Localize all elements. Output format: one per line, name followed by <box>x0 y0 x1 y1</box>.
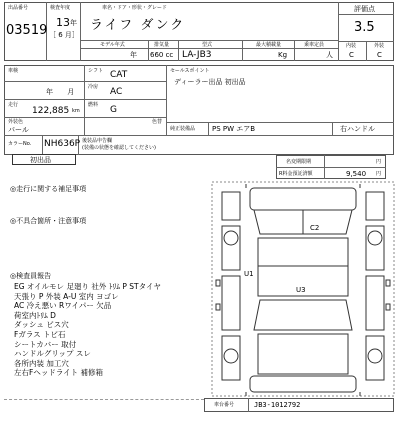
damage-label-u3: U3 <box>296 286 306 294</box>
reg-year-unit: 年 <box>70 19 77 27</box>
selling-points-label: セールスポイント <box>170 68 210 74</box>
auction-sheet <box>2 2 397 422</box>
capacity-unit: 人 <box>326 51 333 59</box>
note-line: 荷室内ﾄﾘﾑ D <box>14 310 56 320</box>
capacity-label: 乗車定員 <box>304 42 325 48</box>
color-code-label: カラーNo. <box>8 141 32 147</box>
displacement-value: 660 cc <box>150 51 174 59</box>
run-notes-title: ◎走行に関する補足事項 <box>10 185 87 193</box>
fuel-value: G <box>110 105 117 115</box>
recycle-label: R料金預託済額 <box>279 171 313 177</box>
note-line: シートカバー 取付 <box>14 339 77 349</box>
note-line: 各所内装 加工穴 <box>14 358 69 368</box>
note-line: EG オイルモレ 足廻り 社外 ﾄﾘﾑ P STタイヤ <box>14 282 161 291</box>
recycle-value: 9,540 <box>346 170 367 178</box>
equipment-value: PS PW エアB <box>212 125 256 133</box>
mileage-label: 走行 <box>8 102 19 108</box>
note-line: AC 冷え悪い Rワイパー 欠品 <box>14 301 112 311</box>
damage-label-c2: C2 <box>310 224 320 232</box>
ac-label: 冷房 <box>88 84 99 90</box>
period-label: 名変期限期 <box>286 159 312 165</box>
note-line: ハンドルグリップ スレ <box>14 349 91 359</box>
reg-year-label: 検査年度 <box>50 5 71 11</box>
first-listing-text: 初出品 <box>30 156 51 164</box>
exterior-label: 外装 <box>374 43 385 49</box>
interior-score: C <box>349 51 354 59</box>
chassis-value: JB3-1012792 <box>254 401 301 409</box>
displacement-label: 排気量 <box>154 42 170 48</box>
car-name-label: 車名・ドア・形状・グレード <box>102 5 167 11</box>
model-year-label: モデル年式 <box>100 42 125 48</box>
note-line: 左右Fヘッドライト 補修箱 <box>14 368 103 378</box>
selling-points-value: ディーラー出品 初出品 <box>174 78 246 86</box>
damage-label-u1: U1 <box>244 270 254 278</box>
accessories-label: 後装品申告欄 <box>82 138 113 144</box>
equipment-label: 純正装備品 <box>170 126 196 132</box>
recycle-unit: 円 <box>376 171 382 177</box>
car-damage-diagram <box>210 180 396 400</box>
max-load-unit: Kg <box>278 51 288 59</box>
seat-label: 色替 <box>152 119 163 125</box>
exterior-score: C <box>377 51 382 59</box>
mileage-unit: km <box>72 108 80 114</box>
ac-value: AC <box>110 87 123 97</box>
inspection-value: 年 月 <box>46 88 75 96</box>
color-code: NH636P <box>44 139 81 149</box>
accessories-note: (装備の状態を確認してください) <box>82 145 156 151</box>
lot-label: 出品番号 <box>8 5 29 11</box>
mileage-value: 122,885 <box>32 106 70 116</box>
max-load-label: 最大積載量 <box>256 42 282 48</box>
defect-notes-title: ◎不具合箇所・注意事項 <box>10 217 87 225</box>
color-label: 外装色 <box>8 119 24 125</box>
fuel-label: 燃料 <box>88 102 99 108</box>
inspector-notes-title: ◎検査員報告 <box>10 272 52 280</box>
car-name: ライフ ダンク <box>90 18 186 33</box>
color-value: パール <box>8 126 29 134</box>
note-line: Fガラス トビ石 <box>14 329 66 339</box>
shift-value: CAT <box>110 70 128 80</box>
model-code-label: 型式 <box>202 42 213 48</box>
chassis-label: 車台番号 <box>214 402 235 408</box>
period-unit: 円 <box>376 159 382 165</box>
reg-month: ［ 6 月］ <box>49 31 79 39</box>
inspector-notes-list <box>14 282 161 378</box>
note-line: 天張り P 外装 A-U 室内 ヨゴレ <box>14 291 119 301</box>
score-value: 3.5 <box>354 20 375 35</box>
interior-label: 内装 <box>346 43 357 49</box>
shift-label: シフト <box>88 68 104 74</box>
note-line: ダッシュ ビス穴 <box>14 320 69 330</box>
inspection-label: 車検 <box>8 68 19 74</box>
model-code: LA-JB3 <box>182 50 212 60</box>
handle-value: 右ハンドル <box>340 125 375 133</box>
model-year-value: 年 <box>130 51 137 59</box>
score-label: 評価点 <box>354 5 375 13</box>
reg-year: 13 <box>56 16 70 29</box>
lot-number: 03519 <box>6 23 48 38</box>
